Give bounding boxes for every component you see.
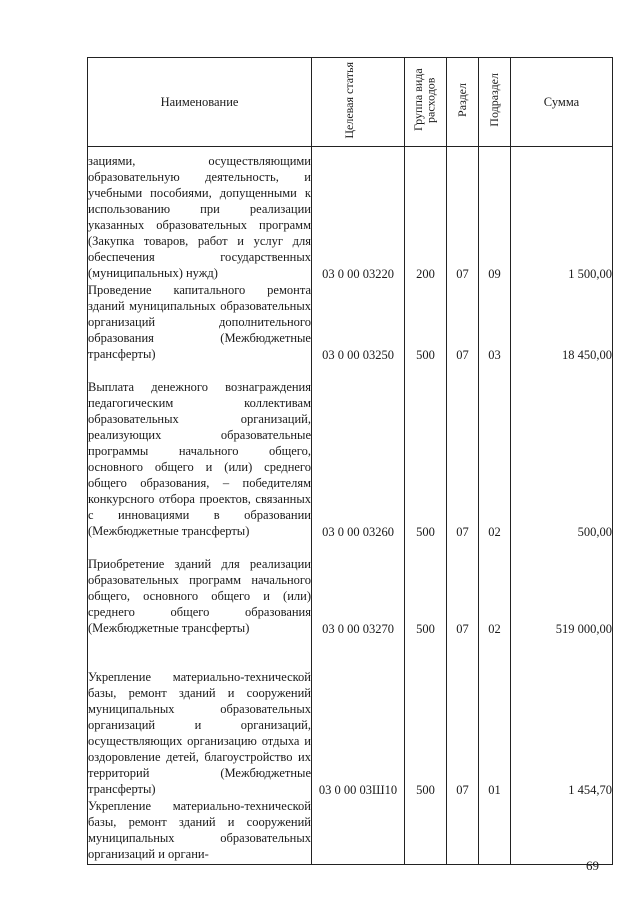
header-target-article: Целевая статья: [312, 58, 405, 147]
table-row: [88, 540, 613, 637]
table-header-row: [88, 58, 613, 147]
row-section: 07: [447, 637, 479, 798]
row-name: Приобретение зданий для реализации образовательных программ начального общего, основного общего и (или) среднего общего образования (Межбюджетные трансферты): [88, 540, 312, 637]
row-code: 03 0 00 03270: [312, 540, 405, 637]
row-section: 07: [447, 363, 479, 540]
header-subsection: Подраздел: [479, 58, 511, 147]
row-group: 500: [405, 363, 447, 540]
row-name: Укрепление материально-технической базы, ремонт зданий и сооружений муниципальных образовательных организаций и организаций, осуществляющих организацию отдыха и оздоровление детей, благоустройство их территорий (Межбюджетные трансферты): [88, 637, 312, 798]
header-section: Раздел: [447, 58, 479, 147]
row-group: 200: [405, 147, 447, 282]
table-row: [88, 637, 613, 798]
row-group: 500: [405, 282, 447, 363]
row-amount: 519 000,00: [511, 540, 613, 637]
row-group: [405, 798, 447, 865]
row-group: 500: [405, 540, 447, 637]
row-amount: 1 500,00: [511, 147, 613, 282]
row-group: 500: [405, 637, 447, 798]
row-subsection: 02: [479, 363, 511, 540]
row-name: Проведение капитального ремонта зданий муниципальных образовательных организаций дополнительного образования (Межбюджетные трансферты): [88, 283, 311, 362]
row-code: 03 0 00 03260: [312, 363, 405, 540]
row-name: зациями, осуществляющими образовательную деятельность, и учебными пособиями, допущенными к использованию при реализации указанных образовательных программ (Закупка товаров, работ и услуг для обеспечения государственных (муниципальных) нужд): [88, 147, 312, 282]
row-subsection: 02: [479, 540, 511, 637]
row-name: Укрепление материально-технической базы, ремонт зданий и сооружений муниципальных образовательных организаций и органи-: [88, 798, 312, 865]
header-expense-group: Группа вида расходов: [405, 58, 447, 147]
row-code: [312, 798, 405, 865]
table-row: [88, 798, 613, 865]
header-name: Наименование: [88, 58, 312, 147]
page-number: 69: [586, 858, 599, 873]
row-amount: 500,00: [511, 363, 613, 540]
row-section: 07: [447, 282, 479, 363]
row-amount: 18 450,00: [511, 282, 613, 363]
row-name: Выплата денежного вознаграждения педагогическим коллективам образовательных организаций, реализующих образовательные программы начального общего, основного общего и (или) среднего общего образования, – победителям конкурсного отбора проектов, связанных с инновациями в образовании (Межбюджетные трансферты): [88, 363, 312, 540]
header-amount: Сумма: [511, 58, 613, 147]
row-code: 03 0 00 03Ш10: [312, 637, 405, 798]
row-section: 07: [447, 147, 479, 282]
row-subsection: 03: [479, 282, 511, 363]
row-amount: [511, 798, 613, 865]
table-row: [88, 363, 613, 540]
row-amount: 1 454,70: [511, 637, 613, 798]
row-code: 03 0 00 03220: [312, 147, 405, 282]
table-row: [88, 282, 613, 363]
row-subsection: 01: [479, 637, 511, 798]
budget-table: [87, 57, 613, 865]
row-subsection: [479, 798, 511, 865]
row-section: [447, 798, 479, 865]
row-section: 07: [447, 540, 479, 637]
row-code: 03 0 00 03250: [312, 282, 405, 363]
row-subsection: 09: [479, 147, 511, 282]
table-row: [88, 147, 613, 282]
